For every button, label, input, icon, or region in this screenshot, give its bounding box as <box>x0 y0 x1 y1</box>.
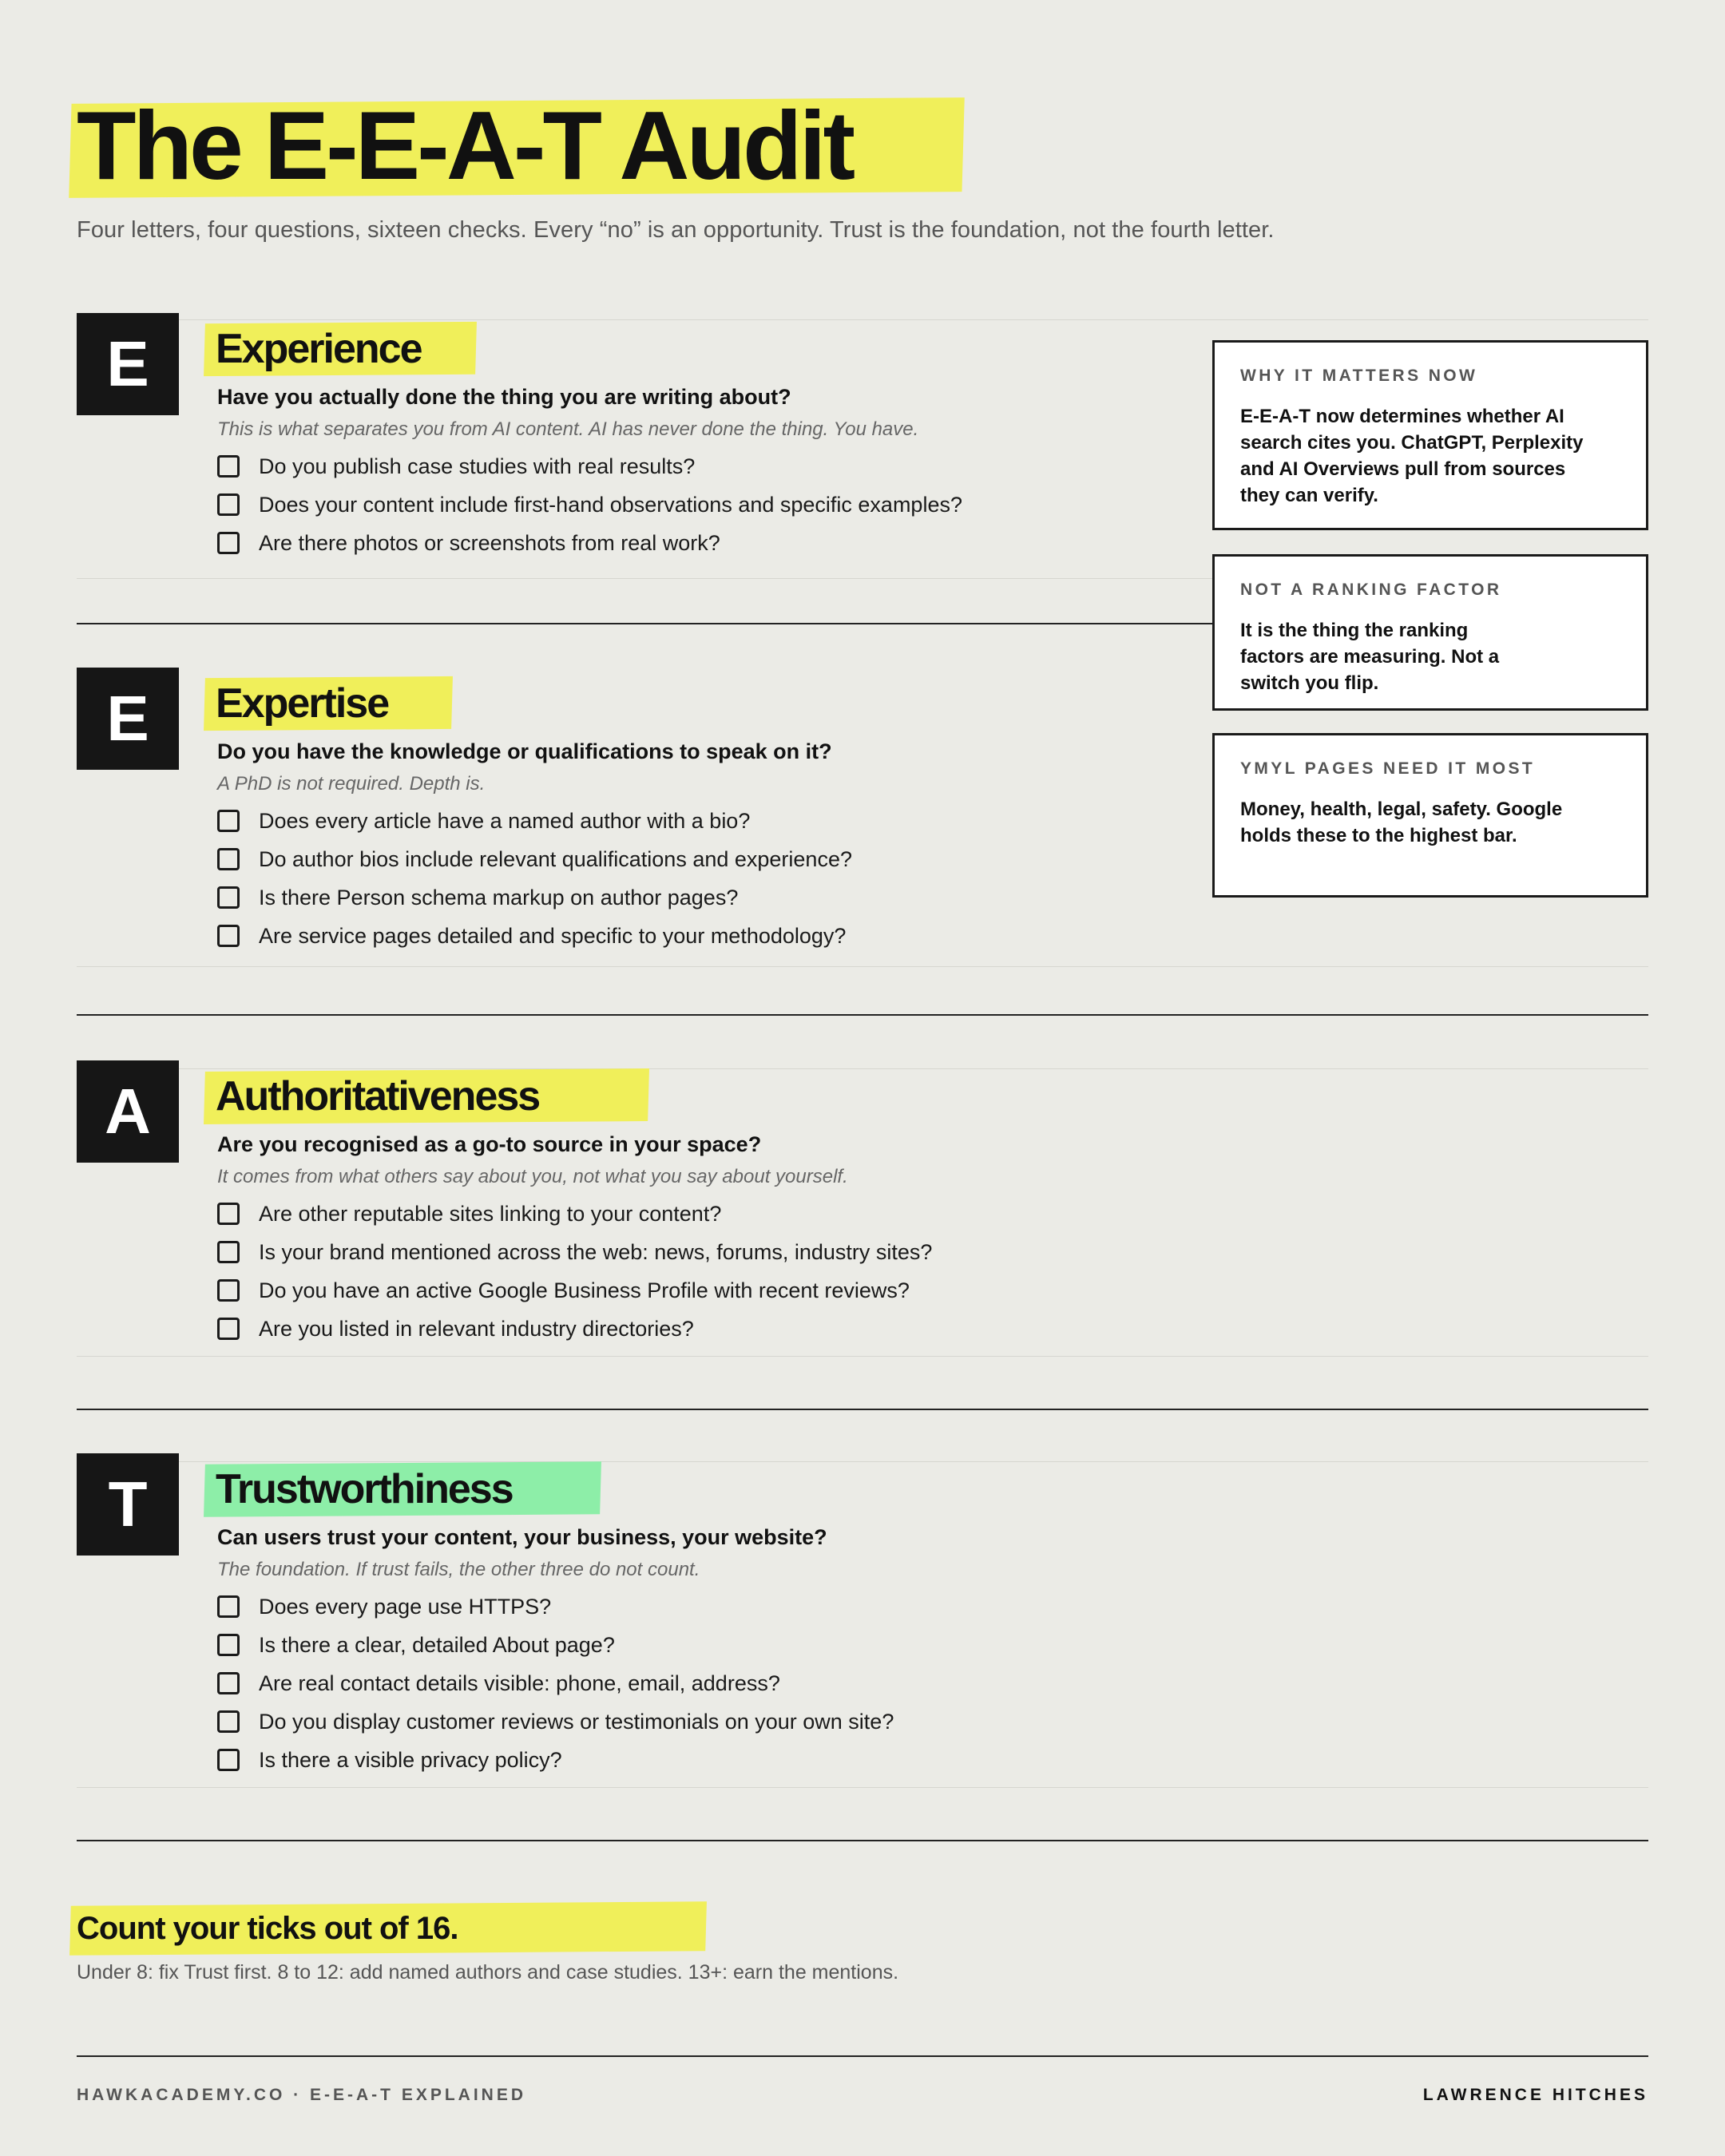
checklist <box>217 447 962 562</box>
count-text: Under 8: fix Trust first. 8 to 12: add named authors and case studies. 13+: earn the mentions. <box>77 1961 899 1984</box>
checkbox[interactable] <box>217 1749 240 1771</box>
rule-light <box>77 1787 1648 1788</box>
checkbox[interactable] <box>217 1710 240 1733</box>
section-divider <box>77 1409 1648 1410</box>
checkbox[interactable] <box>217 1595 240 1618</box>
checkbox[interactable] <box>217 455 240 478</box>
section-question: Are you recognised as a go-to source in your space? <box>217 1132 762 1156</box>
checkbox[interactable] <box>217 1279 240 1302</box>
sidebar-body: It is the thing the ranking factors are measuring. Not a switch you flip. <box>1240 620 1500 694</box>
checklist-item-label: Do author bios include relevant qualifications and experience? <box>259 846 852 871</box>
checklist-item-label: Is there a visible privacy policy? <box>259 1747 562 1772</box>
rule-light <box>77 578 1212 579</box>
section-question: Can users trust your content, your business, your website? <box>217 1525 827 1549</box>
checkbox[interactable] <box>217 925 240 947</box>
checklist <box>217 1195 932 1348</box>
section-title: Experience <box>216 326 422 372</box>
checklist-item-label: Is there a clear, detailed About page? <box>259 1632 615 1657</box>
checklist-item-label: Are service pages detailed and specific to your methodology? <box>259 923 847 948</box>
section-heading <box>204 1070 539 1123</box>
count-block <box>70 1904 458 1953</box>
rule-light <box>77 1356 1648 1357</box>
checklist-item-label: Does every article have a named author with a bio? <box>259 808 751 833</box>
checklist-item-label: Does every page use HTTPS? <box>259 1594 552 1619</box>
checkbox[interactable] <box>217 848 240 870</box>
section-divider <box>77 1840 1648 1841</box>
checklist-item <box>217 878 852 917</box>
checklist-item <box>217 840 852 878</box>
checklist-item <box>217 1664 894 1702</box>
section-heading <box>204 1463 513 1516</box>
section-note: This is what separates you from AI content. AI has never done the thing. You have. <box>217 418 919 440</box>
checklist-item <box>217 1626 894 1664</box>
checklist-item-label: Are you listed in relevant industry directories? <box>259 1316 694 1341</box>
checkbox[interactable] <box>217 493 240 516</box>
checkbox[interactable] <box>217 532 240 554</box>
checklist-item-label: Does your content include first-hand observations and specific examples? <box>259 492 962 517</box>
rule-light <box>77 319 1648 320</box>
section-question: Do you have the knowledge or qualifications to speak on it? <box>217 739 832 763</box>
checklist-item <box>217 1310 932 1348</box>
checklist-item-label: Are real contact details visible: phone, email, address? <box>259 1671 780 1695</box>
checkbox[interactable] <box>217 1241 240 1263</box>
letter-box: A <box>77 1060 179 1163</box>
checklist-item <box>217 1587 894 1626</box>
checklist-item <box>217 1741 894 1779</box>
checklist-item <box>217 447 962 485</box>
checklist-item <box>217 524 962 562</box>
checklist-item <box>217 917 852 955</box>
checkbox[interactable] <box>217 810 240 832</box>
checkbox[interactable] <box>217 1672 240 1694</box>
checklist-item <box>217 485 962 524</box>
section-divider <box>77 1014 1648 1016</box>
checklist-item-label: Do you publish case studies with real results? <box>259 454 696 478</box>
sidebar-body: Money, health, legal, safety. Google holds these to the highest bar. <box>1240 799 1563 846</box>
section-note: It comes from what others say about you, not what you say about yourself. <box>217 1166 848 1187</box>
checklist-item-label: Is your brand mentioned across the web: news, forums, industry sites? <box>259 1239 933 1264</box>
checklist <box>217 1587 894 1779</box>
title-block <box>70 91 853 200</box>
letter-box: E <box>77 668 179 770</box>
checklist-item-label: Do you have an active Google Business Profile with recent reviews? <box>259 1278 910 1302</box>
sidebar-kicker: NOT A RANKING FACTOR <box>1240 581 1502 599</box>
sidebar-kicker: WHY IT MATTERS NOW <box>1240 367 1478 385</box>
section-note: A PhD is not required. Depth is. <box>217 773 486 795</box>
section-divider <box>77 623 1212 624</box>
footer-source: HAWKACADEMY.CO · E-E-A-T EXPLAINED <box>77 2086 527 2104</box>
section-question: Have you actually done the thing you are writing about? <box>217 385 791 409</box>
sidebar-kicker: YMYL PAGES NEED IT MOST <box>1240 759 1536 778</box>
count-title: Count your ticks out of 16. <box>77 1911 458 1946</box>
checklist-item-label: Do you display customer reviews or testimonials on your own site? <box>259 1709 894 1734</box>
checklist-item <box>217 1271 932 1310</box>
section-title: Expertise <box>216 680 389 727</box>
rule-light <box>77 1068 1648 1069</box>
rule-light <box>77 1461 1648 1462</box>
sidebar-box-ymyl <box>1212 733 1648 898</box>
letter-box: E <box>77 313 179 415</box>
checklist-item-label: Are other reputable sites linking to your content? <box>259 1201 722 1226</box>
checkbox[interactable] <box>217 1203 240 1225</box>
checklist-item <box>217 1195 932 1233</box>
checklist-item <box>217 802 852 840</box>
checkbox[interactable] <box>217 886 240 909</box>
checkbox[interactable] <box>217 1634 240 1656</box>
page-subtitle: Four letters, four questions, sixteen checks. Every “no” is an opportunity. Trust is the foundation, not the fourth letter. <box>77 217 1275 243</box>
footer-author: LAWRENCE HITCHES <box>1422 2086 1648 2104</box>
rule-light <box>77 966 1648 967</box>
sidebar-box-not-ranking-factor <box>1212 554 1648 711</box>
footer-divider <box>77 2055 1648 2057</box>
page-title: The E-E-A-T Audit <box>77 91 853 200</box>
checklist-item <box>217 1233 932 1271</box>
sidebar-body: E-E-A-T now determines whether AI search cites you. ChatGPT, Perplexity and AI Overviews pull from sources they can verify. <box>1240 406 1584 506</box>
checklist-item <box>217 1702 894 1741</box>
section-note: The foundation. If trust fails, the other three do not count. <box>217 1559 700 1580</box>
checklist-item-label: Is there Person schema markup on author pages? <box>259 885 739 910</box>
sidebar-box-why-it-matters <box>1212 340 1648 530</box>
letter-box: T <box>77 1453 179 1556</box>
section-heading <box>204 677 388 730</box>
section-heading <box>204 323 422 375</box>
checklist-item-label: Are there photos or screenshots from real work? <box>259 530 720 555</box>
section-title: Trustworthiness <box>216 1466 513 1512</box>
section-title: Authoritativeness <box>216 1073 540 1120</box>
checklist <box>217 802 852 955</box>
checkbox[interactable] <box>217 1318 240 1340</box>
